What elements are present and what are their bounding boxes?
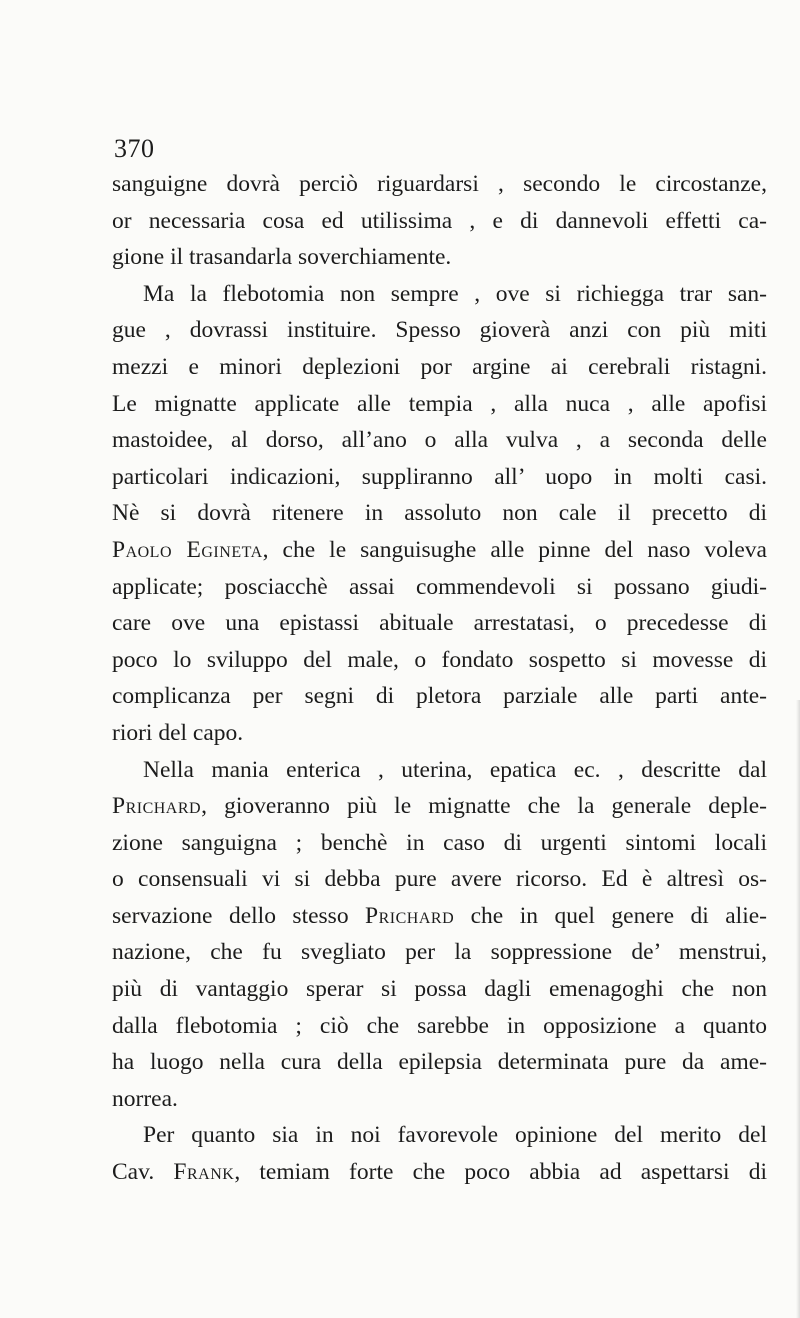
text-line: mezzi e minori deplezioni por argine ai cerebrali ristagni. — [112, 353, 767, 380]
text-line: più di vantaggio sperar si possa dagli emenagoghi che non — [112, 976, 767, 1003]
text-line: Paolo Egineta, che le sanguisughe alle pinne del naso voleva — [112, 536, 767, 563]
text-line: gione il trasandarla soverchiamente. — [112, 244, 452, 271]
text-line: mastoidee, al dorso, all’ano o alla vulva , a seconda delle — [112, 427, 767, 454]
text-line: Nè si dovrà ritenere in assoluto non cale il precetto di — [112, 500, 767, 527]
text-line: complicanza per segni di pletora parziale alle parti ante- — [112, 683, 767, 710]
text-line: nazione, che fu svegliato per la soppressione de’ menstrui, — [112, 939, 767, 966]
page-edge-shadow — [796, 700, 800, 1318]
name-smallcaps: Paolo Egineta — [112, 536, 263, 563]
name-smallcaps: Prichard — [112, 793, 202, 820]
name-smallcaps: Prichard — [365, 902, 455, 929]
text-line: ha luogo nella cura della epilepsia determinata pure da ame- — [112, 1049, 767, 1076]
text-line: applicate; posciacchè assai commendevoli si possano giudi- — [112, 573, 767, 600]
text-line: sanguigne dovrà perciò riguardarsi , secondo le circostanze, — [112, 171, 767, 197]
text-line: norrea. — [112, 1085, 178, 1112]
body-text — [112, 166, 767, 1191]
text-line: Per quanto sia in noi favorevole opinione del merito del — [143, 1122, 767, 1149]
text-line: riori del capo. — [112, 719, 244, 746]
text-line: dalla flebotomia ; ciò che sarebbe in opposizione a quanto — [112, 1012, 767, 1039]
page-number: 370 — [114, 134, 155, 163]
text-line: care ove una epistassi abituale arrestatasi, o precedesse di — [112, 610, 767, 637]
name-smallcaps: Frank — [173, 1159, 235, 1186]
text-line: gue , dovrassi instituire. Spesso gioverà anzi con più miti — [112, 317, 767, 344]
text-line: Ma la flebotomia non sempre , ove si richiegga trar san- — [143, 280, 767, 307]
text-line: poco lo sviluppo del male, o fondato sospetto si movesse di — [112, 646, 767, 673]
text-line: Nella mania enterica , uterina, epatica ec. , descritte dal — [143, 756, 767, 783]
text-line: zione sanguigna ; benchè in caso di urgenti sintomi locali — [112, 829, 767, 856]
text-line: servazione dello stesso Prichard che in quel genere di alie- — [112, 902, 767, 929]
text-line: Cav. Frank, temiam forte che poco abbia ad aspettarsi di — [112, 1159, 767, 1186]
text-line: Prichard, gioveranno più le mignatte che la generale deple- — [112, 793, 767, 820]
text-line: particolari indicazioni, suppliranno all’ uopo in molti casi. — [112, 463, 767, 490]
text-line: or necessaria cosa ed utilissima , e di dannevoli effetti ca- — [112, 207, 767, 234]
text-line: Le mignatte applicate alle tempia , alla nuca , alle apofisi — [112, 390, 767, 417]
text-line: o consensuali vi si debba pure avere ricorso. Ed è altresì os- — [112, 866, 767, 893]
